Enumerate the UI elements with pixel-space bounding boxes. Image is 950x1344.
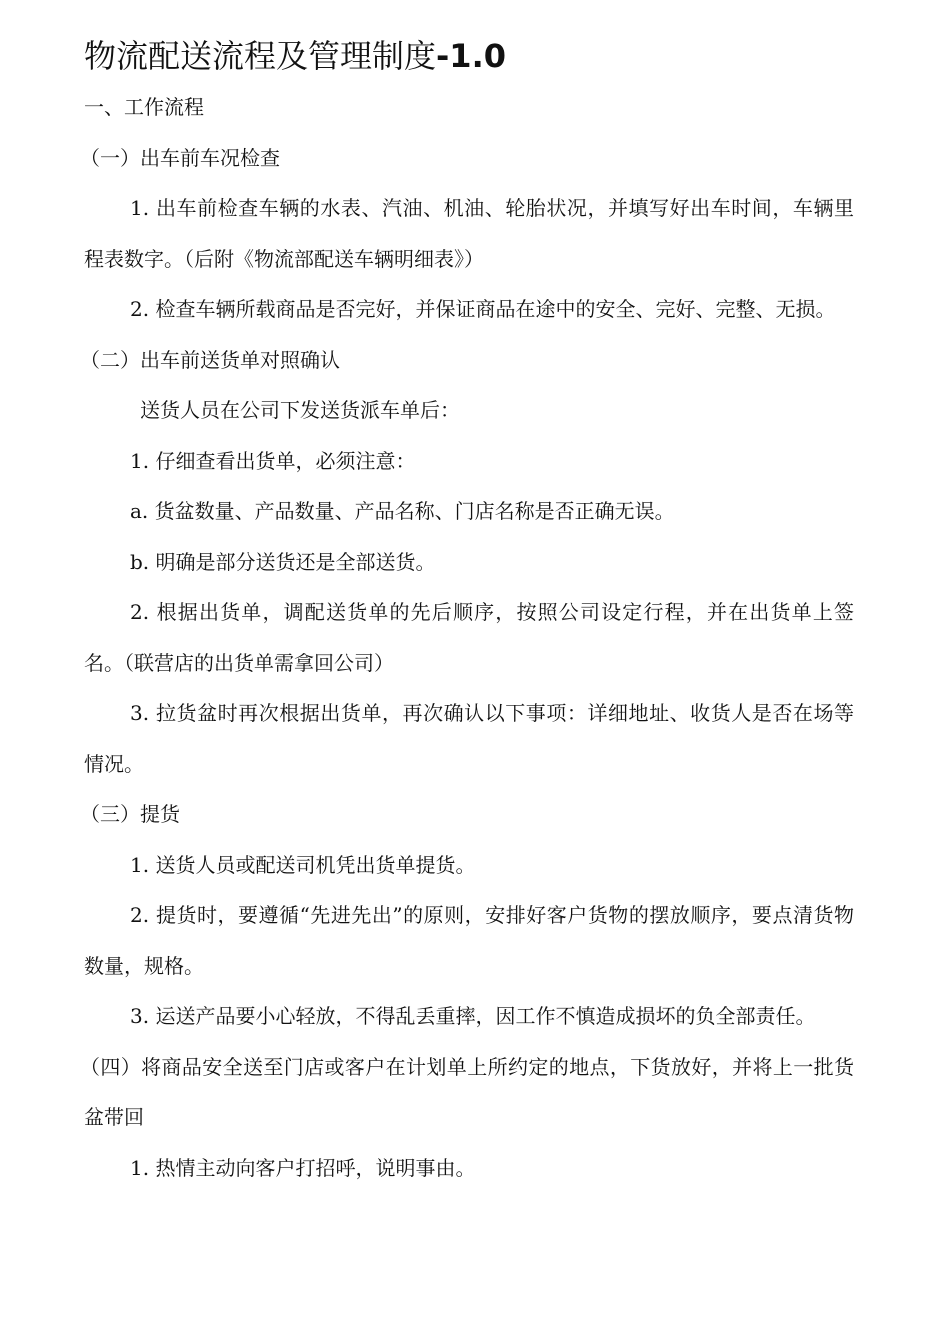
- subsection-heading: （四）将商品安全送至门店或客户在计划单上所约定的地点，下货放好，并将上一批货盆带回: [80, 1054, 854, 1129]
- subsection-heading: （二）出车前送货单对照确认: [80, 347, 340, 372]
- paragraph: b. 明确是部分送货还是全部送货。: [130, 549, 436, 574]
- paragraph: 1. 热情主动向客户打招呼，说明事由。: [130, 1155, 476, 1180]
- paragraph: 3. 拉货盆时再次根据出货单，再次确认以下事项：详细地址、收货人是否在场等情况。: [84, 701, 854, 776]
- subsection-heading: （一）出车前车况检查: [80, 145, 280, 170]
- paragraph: a. 货盆数量、产品数量、产品名称、门店名称是否正确无误。: [130, 499, 675, 523]
- paragraph: 2. 检查车辆所载商品是否完好，并保证商品在途中的安全、完好、完整、无损。: [130, 297, 836, 321]
- paragraph: 2. 根据出货单，调配送货单的先后顺序，按照公司设定行程，并在出货单上签名。（联营店的出货单需拿回公司）: [84, 600, 854, 675]
- paragraph: 1. 出车前检查车辆的水表、汽油、机油、轮胎状况，并填写好出车时间，车辆里程表数字。（后附《物流部配送车辆明细表》）: [84, 196, 854, 271]
- title-text: 物流配送流程及管理制度: [84, 37, 437, 75]
- paragraph: 3. 运送产品要小心轻放，不得乱丢重摔，因工作不慎造成损坏的负全部责任。: [130, 1004, 816, 1028]
- version-label: -1.0: [436, 37, 506, 75]
- section-heading: 一、工作流程: [84, 95, 204, 119]
- document-body: [80, 82, 854, 1193]
- paragraph: 2. 提货时，要遵循“先进先出”的原则，安排好客户货物的摆放顺序，要点清货物数量，规格。: [84, 903, 854, 978]
- paragraph: 送货人员在公司下发送货派车单后：: [140, 398, 460, 422]
- subsection-heading: （三）提货: [80, 802, 180, 826]
- paragraph: 1. 仔细查看出货单，必须注意：: [130, 448, 416, 473]
- document-title: [84, 34, 506, 78]
- paragraph: 1. 送货人员或配送司机凭出货单提货。: [130, 852, 476, 877]
